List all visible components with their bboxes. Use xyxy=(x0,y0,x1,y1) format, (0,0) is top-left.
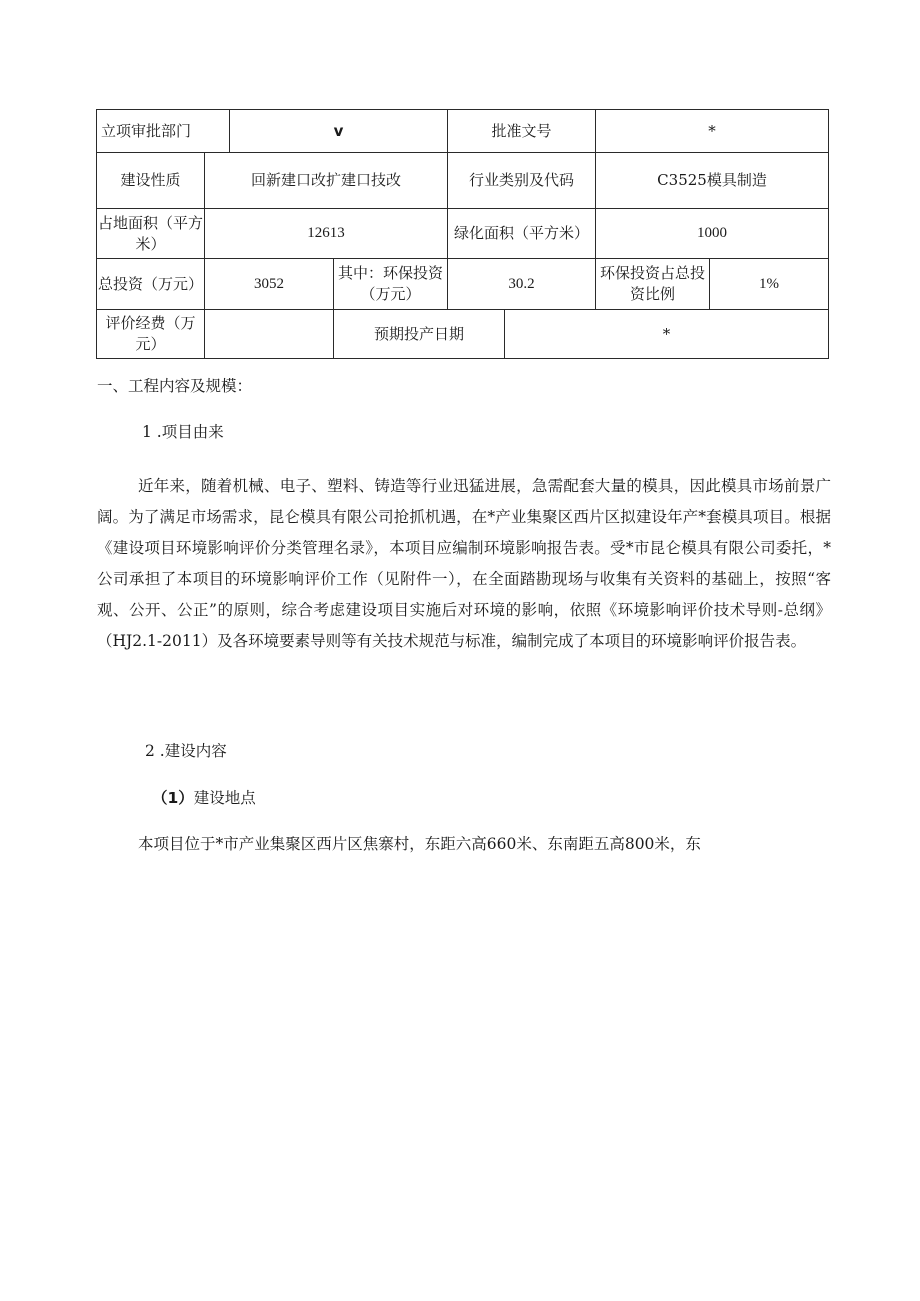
env-investment-value: 30.2 xyxy=(447,258,595,309)
production-date-value: * xyxy=(504,309,829,359)
table-row xyxy=(96,208,829,258)
total-investment-label: 总投资（万元） xyxy=(96,258,204,309)
land-area-label: 占地面积（平方米） xyxy=(96,208,204,258)
evaluation-fee-label: 评价经费（万元） xyxy=(96,309,204,359)
green-area-label: 绿化面积（平方米） xyxy=(447,208,595,258)
land-area-value: 12613 xyxy=(204,208,447,258)
total-investment-value: 3052 xyxy=(204,258,333,309)
construction-nature-value: 回新建口改扩建口技改 xyxy=(204,152,447,208)
table-row xyxy=(96,258,829,309)
industry-value: C3525模具制造 xyxy=(595,152,829,208)
env-ratio-value: 1% xyxy=(709,258,829,309)
item-title-location xyxy=(152,786,256,808)
approval-dept-value: v xyxy=(229,109,447,152)
item-label: 建设地点 xyxy=(193,789,256,807)
table-row xyxy=(96,152,829,208)
env-investment-label: 其中：环保投资（万元） xyxy=(333,258,447,309)
production-date-label: 预期投产日期 xyxy=(333,309,504,359)
paragraph-location: 本项目位于*市产业集聚区西片区焦寨村，东距六高660米、东南距五高800米，东 xyxy=(138,835,701,853)
section-title: 一、工程内容及规模： xyxy=(97,377,253,395)
green-area-value: 1000 xyxy=(595,208,829,258)
industry-label: 行业类别及代码 xyxy=(447,152,595,208)
env-ratio-label: 环保投资占总投资比例 xyxy=(595,258,709,309)
project-info-table xyxy=(96,109,829,359)
item-number: （1） xyxy=(152,789,194,807)
subsection-title-content: 2 .建设内容 xyxy=(145,742,227,760)
paragraph-origin: 近年来，随着机械、电子、塑料、铸造等行业迅猛进展，急需配套大量的模具，因此模具市场前景广阔。为了满足市场需求，昆仑模具有限公司抢抓机遇，在*产业集聚区西片区拟建设年产*套模具项目。根据《建设项目环境影响评价分类管理名录》，本项目应编制环境影响报告表。受*市昆仑模具有限公司委托，*公司承担了本项目的环境影响评价工作（见附件一），在全面踏勘现场与收集有关资料的基础上，按照“客观、公开、公正”的原则，综合考虑建设项目实施后对环境的影响，依照《环境影响评价技术导则-总纲》（HJ2.1-2011）及各环境要素导则等有关技术规范与标准，编制完成了本项目的环境影响评价报告表。 xyxy=(97,477,831,650)
construction-nature-label: 建设性质 xyxy=(96,152,204,208)
approval-doc-label: 批准文号 xyxy=(447,109,595,152)
approval-doc-value: * xyxy=(595,109,829,152)
evaluation-fee-value xyxy=(204,309,333,359)
subsection-title-origin: 1 .项目由来 xyxy=(142,423,224,441)
table-row xyxy=(96,109,829,152)
approval-dept-label: 立项审批部门 xyxy=(96,109,229,152)
table-row xyxy=(96,309,829,359)
